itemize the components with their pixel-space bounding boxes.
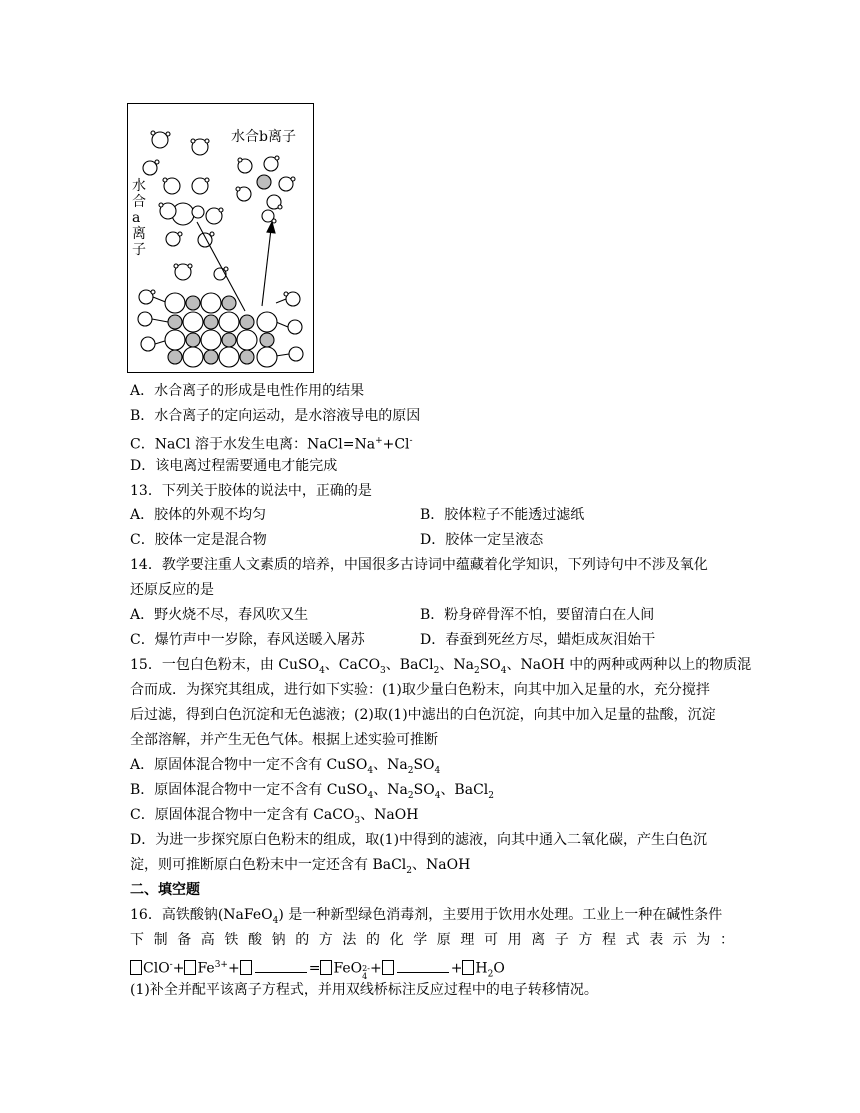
q15-option-c <box>130 806 418 830</box>
q15-stem-line4: 全部溶解，并产生无色气体。根据上述实验可推断 <box>130 732 438 748</box>
eq-fe: Fe <box>197 960 215 977</box>
sub: 4 <box>367 765 374 776</box>
eq-plus: + <box>227 960 240 977</box>
sup: - <box>169 960 173 970</box>
sub: 3 <box>354 815 361 826</box>
q14-stem-line2: 还原反应的是 <box>130 582 214 598</box>
q15-option-b <box>130 781 494 805</box>
eq-equals: = <box>308 960 321 977</box>
sub: 4 <box>500 665 507 676</box>
blank-line[interactable] <box>255 960 307 973</box>
q15-stem-line3: 后过滤，得到白色沉淀和无色滤液；(2)取(1)中滤出的白色沉淀，向其中加入足量的盐酸，沉淀 <box>130 707 716 723</box>
sup: 2- <box>362 963 370 973</box>
q15-l1-d: 、Na <box>439 657 474 673</box>
q15-c-post: 、NaOH <box>360 807 419 823</box>
coefficient-box[interactable] <box>240 960 252 975</box>
q12-c-pre: C．NaCl 溶于水发生电离：NaCl=Na <box>130 436 376 453</box>
sub: 2 <box>407 790 414 801</box>
q15-a-post: SO <box>413 757 435 773</box>
q15-l1-a: 15．一包白色粉末，由 CuSO <box>130 657 320 673</box>
q15-l1-e: SO <box>479 657 501 673</box>
q15-d2-post: 、NaOH <box>412 857 471 873</box>
coefficient-box[interactable] <box>382 960 394 975</box>
eq-plus: + <box>369 960 382 977</box>
q14-stem-line1: 14．教学要注重人文素质的培养，中国很多古诗词中蕴藏着化学知识，下列诗句中不涉及氧化 <box>130 557 708 573</box>
q14-option-b: B．粉身碎骨浑不怕，要留清白在人间 <box>420 607 655 623</box>
q14-option-c: C．爆竹声中一岁除，春风送暖入屠苏 <box>130 632 365 648</box>
eq-plus: + <box>450 960 463 977</box>
eq-h: H <box>475 960 488 977</box>
sub: 4 <box>367 790 374 801</box>
blank-line[interactable] <box>397 960 449 973</box>
sub: 4 <box>362 971 368 981</box>
q15-a-mid: 、Na <box>373 757 408 773</box>
sub: 3 <box>380 665 386 676</box>
q15-b-pre: B．原固体混合物中一定不含有 CuSO <box>130 782 368 798</box>
q15-l1-b: 、CaCO <box>324 657 381 673</box>
q15-d2-pre: 淀，则可推断原白色粉末中一定还含有 BaCl <box>130 857 407 873</box>
q15-stem-line1 <box>130 656 751 680</box>
q15-b-mid: 、Na <box>373 782 408 798</box>
label-hydrated-a-ion: 水合a离子 <box>132 178 146 258</box>
q14-option-d: D．春蚕到死丝方尽，蜡炬成灰泪始干 <box>420 632 656 648</box>
q14-option-a: A．野火烧不尽，春风吹又生 <box>130 607 309 623</box>
q12-option-a: A．水合离子的形成是电性作用的结果 <box>130 383 365 399</box>
q15-c-pre: C．原固体混合物中一定含有 CaCO <box>130 807 355 823</box>
q15-b-mid2: SO <box>413 782 435 798</box>
q16-l1-pre: 16．高铁酸钠(NaFeO <box>130 907 273 923</box>
sub: 2 <box>406 865 413 876</box>
sub: 4 <box>434 765 441 776</box>
q13-option-c: C．胶体一定是混合物 <box>130 532 267 548</box>
q15-l1-c: 、BaCl <box>385 657 434 673</box>
sub: 2 <box>473 665 480 676</box>
feo-charge <box>362 965 370 981</box>
q15-a-pre: A．原固体混合物中一定不含有 CuSO <box>130 757 368 773</box>
eq-clo: ClO <box>143 960 170 977</box>
q12-c-mid: +Cl <box>382 436 410 453</box>
sub: 2 <box>433 665 440 676</box>
q12-option-d: D．该电离过程需要通电才能完成 <box>130 458 338 474</box>
coefficient-box[interactable] <box>320 960 332 975</box>
eq-o: O <box>493 960 505 977</box>
q12-option-b: B．水合离子的定向运动，是水溶液导电的原因 <box>130 408 421 424</box>
sub: 2 <box>487 969 494 980</box>
q16-stem-line2: 下 制 备 高 铁 酸 钠 的 方 法 的 化 学 原 理 可 用 离 子 方 程 式 表 示 为 ： <box>130 932 734 948</box>
q13-option-d: D．胶体一定呈液态 <box>420 532 544 548</box>
q13-option-a: A．胶体的外观不均匀 <box>130 507 267 523</box>
sub: 4 <box>272 915 279 926</box>
q15-option-d-line2 <box>130 856 470 880</box>
hydrated-ion-figure <box>127 103 314 373</box>
q12-option-c <box>130 432 413 454</box>
sub: 4 <box>434 790 441 801</box>
coefficient-box[interactable] <box>130 960 142 975</box>
q15-stem-line2: 合而成．为探究其组成，进行如下实验：(1)取少量白色粉末，向其中加入足量的水，充分搅拌 <box>130 682 710 698</box>
sub: 2 <box>407 765 414 776</box>
coefficient-box[interactable] <box>184 960 196 975</box>
q15-option-a <box>130 756 440 780</box>
section-title: 二、填空题 <box>130 882 200 898</box>
eq-plus: + <box>172 960 185 977</box>
q12-c-sup1: + <box>375 436 383 446</box>
q13-option-b: B．胶体粒子不能透过滤纸 <box>420 507 585 523</box>
coefficient-box[interactable] <box>462 960 474 975</box>
sub: 4 <box>319 665 325 676</box>
q16-part1: (1)补全并配平该离子方程式，并用双线桥标注反应过程中的电子转移情况。 <box>130 982 598 998</box>
q15-option-d-line1: D．为进一步探究原白色粉末的组成，取(1)中得到的滤液，向其中通入二氧化碳，产生白色沉 <box>130 832 708 848</box>
q16-stem-line1 <box>130 906 722 930</box>
q16-equation <box>130 956 505 983</box>
q13-stem: 13．下列关于胶体的说法中，正确的是 <box>130 483 372 499</box>
q12-c-sup2: - <box>409 436 413 446</box>
sup: 3+ <box>214 960 228 970</box>
label-hydrated-b-ion: 水合b离子 <box>231 129 296 145</box>
eq-feo: FeO <box>333 960 363 977</box>
q15-b-mid3: 、BaCl <box>440 782 489 798</box>
sub: 2 <box>488 790 494 801</box>
q16-l1-post: ) 是一种新型绿色消毒剂，主要用于饮用水处理。工业上一种在碱性条件 <box>278 907 723 923</box>
q15-l1-f: 、NaOH 中的两种或两种以上的物质混 <box>506 657 752 673</box>
